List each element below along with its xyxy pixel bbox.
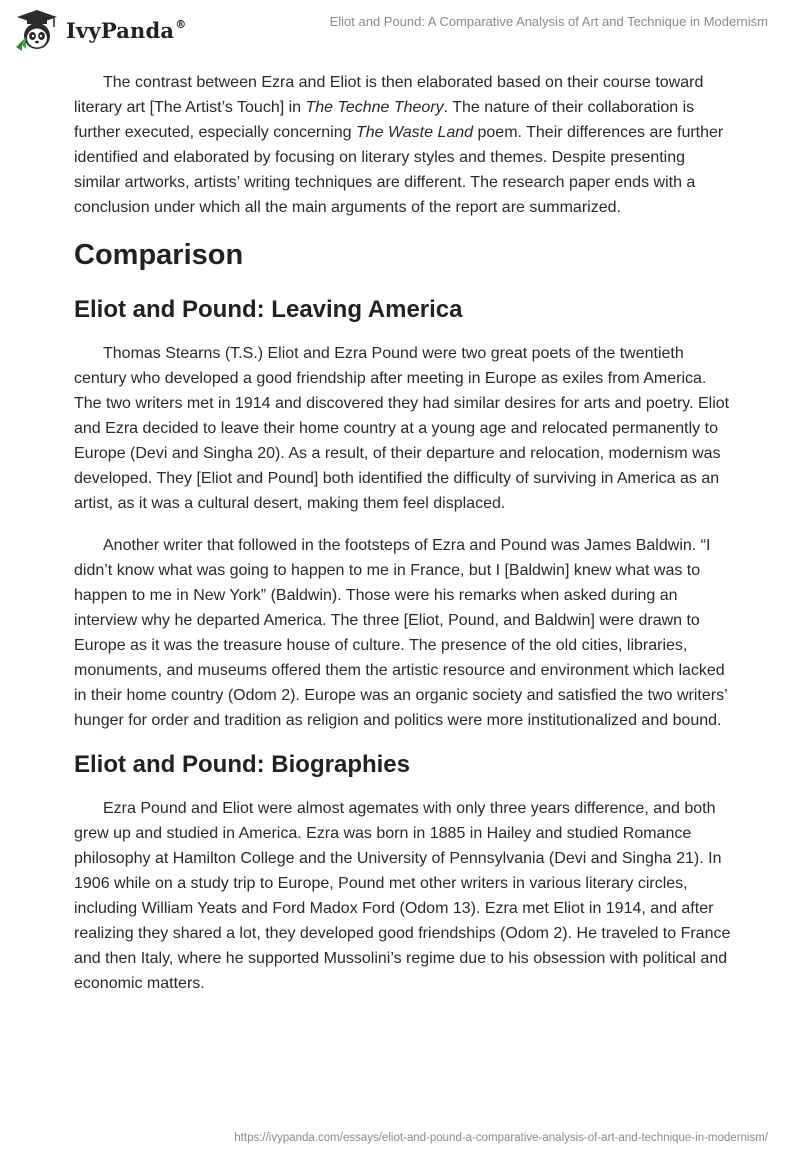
footer-url[interactable]: https://ivypanda.com/essays/eliot-and-pound-a-comparative-analysis-of-art-and-technique-in-modernism/ [234, 1132, 768, 1144]
page-header [0, 0, 800, 60]
panda-logo-icon [14, 9, 60, 51]
title-waste-land: The Waste Land [355, 124, 474, 141]
intro-paragraph: The contrast between Ezra and Eliot is then elaborated based on their course toward literary art [The Artist’s Touch] in The Techne Theory. The nature of their collaboration is further executed, especially concerning The Waste Land poem. Their differences are further identified and elaborated by focusing on literary styles and themes. Despite presenting similar artworks, artists’ writing techniques are different. The research paper ends with a conclusion under which all the main arguments of the report are summarized. [74, 74, 724, 216]
heading-biographies: Eliot and Pound: Biographies [74, 751, 410, 778]
brand-logo[interactable] [14, 9, 186, 51]
heading-comparison: Comparison [74, 239, 244, 271]
title-techne-theory: The Techne Theory [305, 99, 444, 116]
document-title: Eliot and Pound: A Comparative Analysis of Art and Technique in Modernism [329, 14, 768, 29]
essay-body [74, 70, 734, 1013]
paragraph-leaving-america-1: Thomas Stearns (T.S.) Eliot and Ezra Pound were two great poets of the twentieth century who developed a good friendship after meeting in Europe as exiles from America. The two writers met in 1914 and discovered they had similar desires for arts and poetry. Eliot and Ezra decided to leave their home country at a young age and relocated permanently to Europe (Devi and Singha 20). As a result, of their departure and relocation, modernism was developed. They [Eliot and Pound] both identified the difficulty of surviving in America as an artist, as it was a cultural desert, making them feel displaced. [74, 345, 730, 512]
paragraph-biographies-1: Ezra Pound and Eliot were almost agemates with only three years difference, and both grew up and studied in America. Ezra was born in 1885 in Hailey and studied Romance philosophy at Hamilton College and the University of Pennsylvania (Devi and Singha 21). In 1906 while on a study trip to Europe, Pound met other writers in various literary circles, including William Yeats and Ford Madox Ford (Odom 13). Ezra met Eliot in 1914, and after realizing they shared a lot, they developed good friendships (Odom 2). He traveled to France and then Italy, where he supported Mussolini’s regime due to his obsession with political and economic matters. [74, 800, 731, 992]
paragraph-leaving-america-2: Another writer that followed in the footsteps of Ezra and Pound was James Baldwin. “I didn’t know what was going to happen to me in France, but I [Baldwin] knew what was to happen to me in New York” (Baldwin). Those were his remarks when asked during an interview why he departed America. The three [Eliot, Pound, and Baldwin] were drawn to Europe as it was the treasure house of culture. The presence of the old cities, libraries, monuments, and museums offered them the artistic resource and environment which lacked in their home country (Odom 2). Europe was an organic society and satisfied the two writers’ hunger for order and tradition as religion and politics were more institutionalized and bound. [74, 537, 728, 729]
brand-name: IvyPanda® [66, 17, 187, 43]
heading-leaving-america: Eliot and Pound: Leaving America [74, 296, 463, 323]
